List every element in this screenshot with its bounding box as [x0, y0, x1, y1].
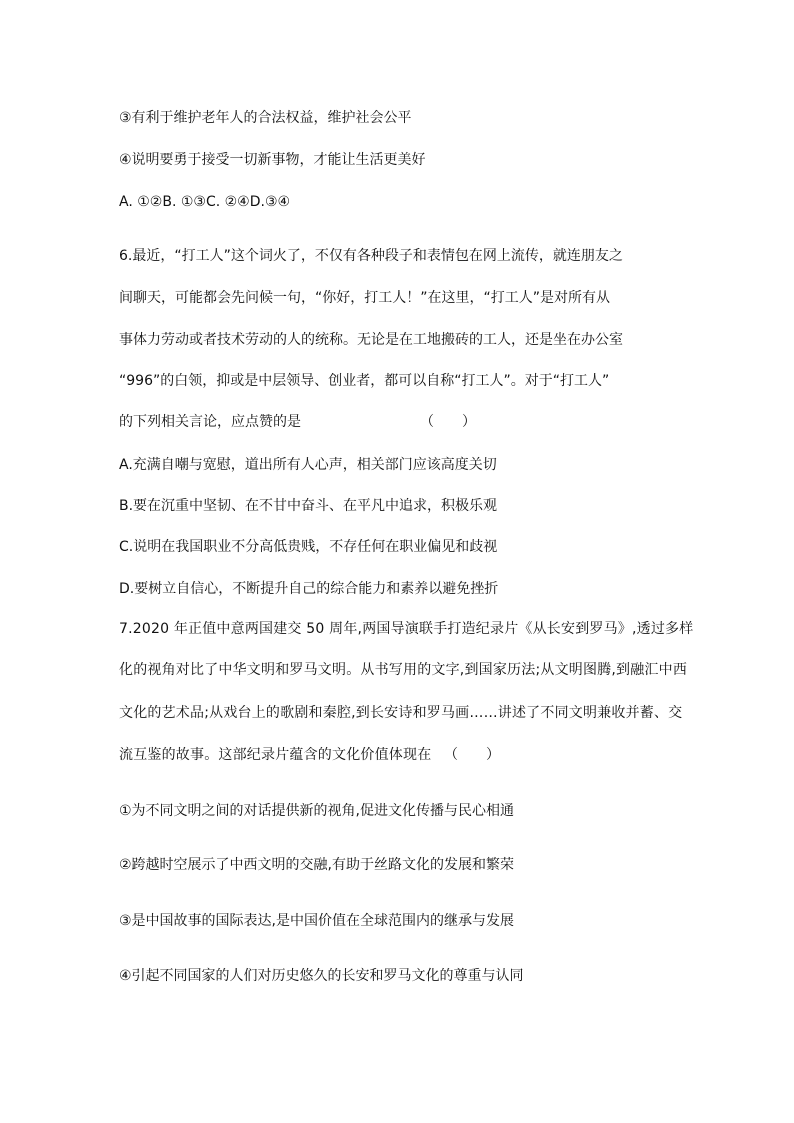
- q5-option-4: ④说明要勇于接受一切新事物，才能让生活更美好: [119, 152, 426, 168]
- q7-stem-line-4: 流互鉴的故事。这部纪录片蕴含的文化价值体现在: [119, 747, 432, 763]
- q7-option-1: ①为不同文明之间的对话提供新的视角,促进文化传播与民心相通: [119, 803, 514, 819]
- q7-stem-line-3: 文化的艺术品;从戏台上的歌剧和秦腔,到长安诗和罗马画……讲述了不同文明兼收并蓄、交: [119, 705, 683, 721]
- q6-option-d: D.要树立自信心，不断提升自己的综合能力和素养以避免挫折: [119, 581, 499, 597]
- q7-option-4: ④引起不同国家的人们对历史悠久的长安和罗马文化的尊重与认同: [119, 968, 524, 984]
- q6-option-a: A.充满自嘲与宽慰，道出所有人心声，相关部门应该高度关切: [119, 457, 497, 473]
- q6-stem-line-5: 的下列相关言论，应点赞的是: [119, 414, 301, 430]
- q5-option-3: ③有利于维护老年人的合法权益，维护社会公平: [119, 110, 412, 126]
- q6-stem-line-1: 6.最近，“打工人”这个词火了，不仅有各种段子和表情包在网上流传，就连朋友之: [119, 248, 623, 264]
- q7-stem-line-2: 化的视角对比了中华文明和罗马文明。从书写用的文字,到国家历法;从文明图腾,到融汇中西: [119, 662, 688, 678]
- q6-stem-line-4: “996”的白领，抑或是中层领导、创业者，都可以自称“打工人”。对于“打工人”: [119, 373, 610, 389]
- q6-answer-bracket: （ ）: [420, 414, 476, 430]
- q7-option-2: ②跨越时空展示了中西文明的交融,有助于丝路文化的发展和繁荣: [119, 857, 514, 873]
- q7-stem-line-1: 7.2020 年正值中意两国建交 50 周年,两国导演联手打造纪录片《从长安到罗马》,透过多样: [119, 621, 694, 637]
- q6-option-b: B.要在沉重中坚韧、在不甘中奋斗、在平凡中追求，积极乐观: [119, 498, 498, 514]
- q6-stem-line-3: 事体力劳动或者技术劳动的人的统称。无论是在工地搬砖的工人，还是坐在办公室: [119, 332, 623, 348]
- q7-answer-bracket: （ ）: [444, 747, 500, 763]
- q5-answer-choices: A. ①②B. ①③C. ②④D.③④: [119, 194, 291, 210]
- q6-stem-line-2: 间聊天，可能都会先问候一句，“你好，打工人！”在这里，“打工人”是对所有从: [119, 290, 611, 306]
- q7-option-3: ③是中国故事的国际表达,是中国价值在全球范围内的继承与发展: [119, 913, 514, 929]
- q6-option-c: C.说明在我国职业不分高低贵贱，不存任何在职业偏见和歧视: [119, 539, 498, 555]
